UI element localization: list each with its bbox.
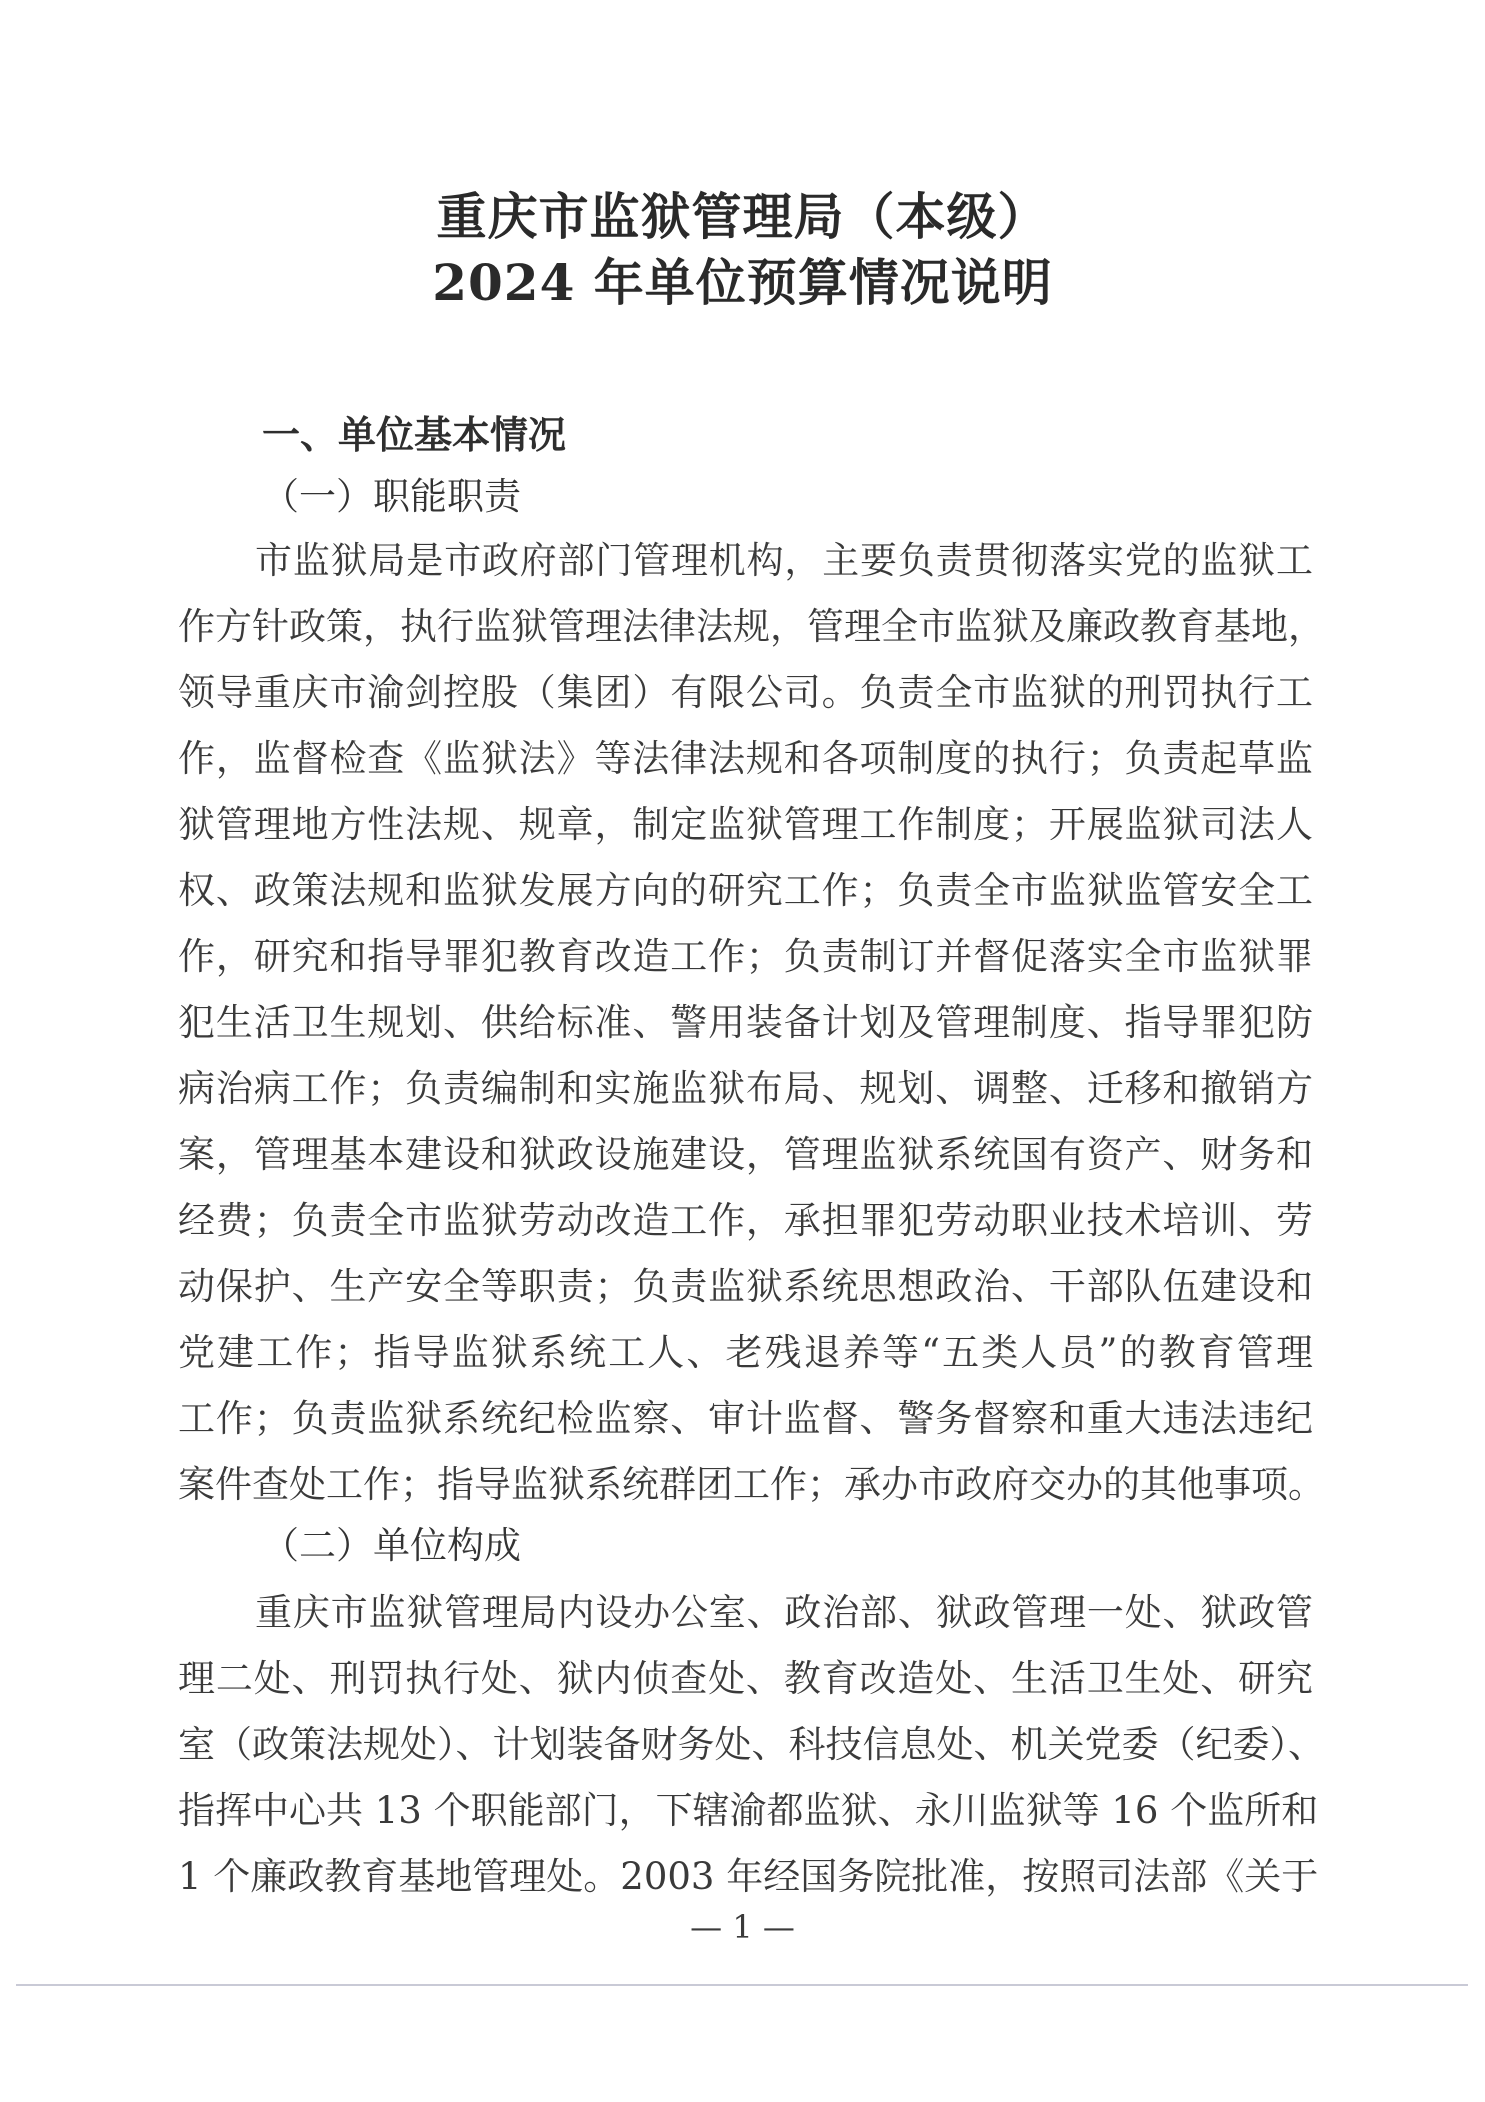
paragraph-1-line: 经费；负责全市监狱劳动改造工作，承担罪犯劳动职业技术培训、劳: [178, 1199, 1313, 1242]
paragraph-1-line: 作，监督检查《监狱法》等法律法规和各项制度的执行；负责起草监: [178, 737, 1313, 780]
paragraph-1-line: 犯生活卫生规划、供给标准、警用装备计划及管理制度、指导罪犯防: [178, 1001, 1313, 1044]
paragraph-1-line: 动保护、生产安全等职责；负责监狱系统思想政治、干部队伍建设和: [178, 1265, 1313, 1308]
sub-heading-unit-composition: （二）单位构成: [262, 1524, 521, 1567]
document-title: [0, 184, 1485, 316]
paragraph-2-line: 指挥中心共 13 个职能部门，下辖渝都监狱、永川监狱等 16 个监所和: [178, 1789, 1319, 1832]
paragraph-1-line: 权、政策法规和监狱发展方向的研究工作；负责全市监狱监管安全工: [178, 869, 1313, 912]
paragraph-2-line: 理二处、刑罚执行处、狱内侦查处、教育改造处、生活卫生处、研究: [178, 1657, 1313, 1700]
bottom-divider: [16, 1984, 1468, 1986]
page-number: — 1 —: [690, 1908, 795, 1946]
section-heading-basic-info: 一、单位基本情况: [262, 413, 567, 457]
paragraph-2-line: 1 个廉政教育基地管理处。2003 年经国务院批准，按照司法部《关于: [178, 1855, 1319, 1898]
paragraph-1-line: 病治病工作；负责编制和实施监狱布局、规划、调整、迁移和撤销方: [178, 1067, 1313, 1110]
paragraph-1-line: 领导重庆市渝剑控股（集团）有限公司。负责全市监狱的刑罚执行工: [178, 671, 1313, 714]
paragraph-1-line: 狱管理地方性法规、规章，制定监狱管理工作制度；开展监狱司法人: [178, 803, 1313, 846]
paragraph-2-line: 室（政策法规处）、计划装备财务处、科技信息处、机关党委（纪委）、: [178, 1723, 1325, 1766]
title-line-1: 重庆市监狱管理局（本级）: [436, 187, 1049, 246]
paragraph-2-line: 重庆市监狱管理局内设办公室、政治部、狱政管理一处、狱政管: [255, 1591, 1313, 1634]
paragraph-1-line: 工作；负责监狱系统纪检监察、审计监督、警务督察和重大违法违纪: [178, 1397, 1313, 1440]
paragraph-1-line: 党建工作；指导监狱系统工人、老残退养等“五类人员”的教育管理: [178, 1331, 1313, 1374]
paragraph-1-line: 案件查处工作；指导监狱系统群团工作；承办市政府交办的其他事项。: [178, 1463, 1325, 1506]
paragraph-1-line: 作方针政策，执行监狱管理法律法规，管理全市监狱及廉政教育基地，: [178, 605, 1325, 648]
sub-heading-functions: （一）职能职责: [262, 475, 521, 518]
paragraph-1-line: 市监狱局是市政府部门管理机构，主要负责贯彻落实党的监狱工: [255, 539, 1313, 582]
title-line-2: 2024 年单位预算情况说明: [432, 253, 1053, 312]
paragraph-1-line: 案，管理基本建设和狱政设施建设，管理监狱系统国有资产、财务和: [178, 1133, 1313, 1176]
paragraph-1-line: 作，研究和指导罪犯教育改造工作；负责制订并督促落实全市监狱罪: [178, 935, 1313, 978]
